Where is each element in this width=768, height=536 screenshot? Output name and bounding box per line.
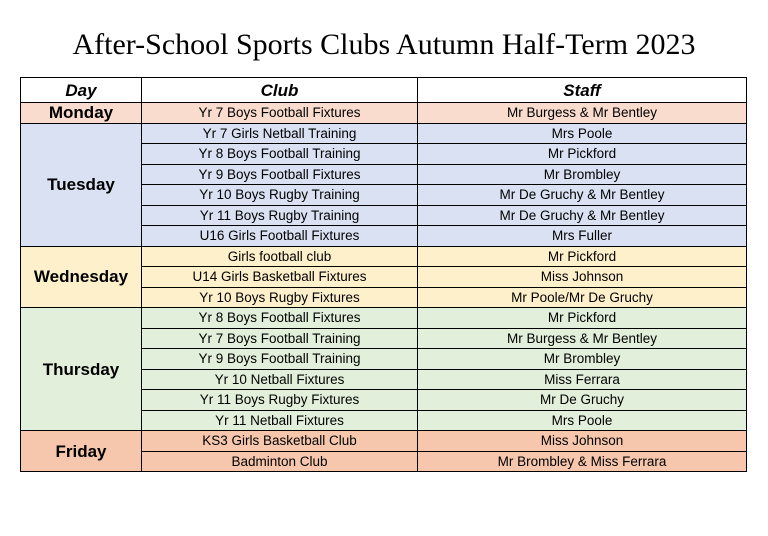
club-cell: Yr 7 Girls Netball Training <box>142 123 418 144</box>
club-cell: Yr 9 Boys Football Fixtures <box>142 164 418 185</box>
staff-cell: Mrs Fuller <box>418 226 747 247</box>
staff-cell: Miss Johnson <box>418 267 747 288</box>
club-cell: Yr 10 Boys Rugby Fixtures <box>142 287 418 308</box>
day-cell: Wednesday <box>21 246 142 308</box>
header-staff: Staff <box>418 78 747 103</box>
club-cell: KS3 Girls Basketball Club <box>142 431 418 452</box>
club-cell: Yr 11 Boys Rugby Training <box>142 205 418 226</box>
day-cell: Friday <box>21 431 142 472</box>
club-cell: Yr 7 Boys Football Fixtures <box>142 103 418 124</box>
table-row <box>21 123 747 144</box>
staff-cell: Mrs Poole <box>418 410 747 431</box>
club-cell: Yr 10 Netball Fixtures <box>142 369 418 390</box>
schedule-table <box>20 77 747 472</box>
club-cell: Yr 11 Netball Fixtures <box>142 410 418 431</box>
staff-cell: Mr Poole/Mr De Gruchy <box>418 287 747 308</box>
header-row <box>21 78 747 103</box>
club-cell: Yr 8 Boys Football Training <box>142 144 418 165</box>
staff-cell: Mr Pickford <box>418 246 747 267</box>
staff-cell: Mr Brombley <box>418 349 747 370</box>
header-day: Day <box>21 78 142 103</box>
club-cell: Yr 7 Boys Football Training <box>142 328 418 349</box>
club-cell: Yr 8 Boys Football Fixtures <box>142 308 418 329</box>
staff-cell: Mr Burgess & Mr Bentley <box>418 103 747 124</box>
staff-cell: Mr Burgess & Mr Bentley <box>418 328 747 349</box>
staff-cell: Mr De Gruchy & Mr Bentley <box>418 205 747 226</box>
table-row <box>21 246 747 267</box>
table-row <box>21 103 747 124</box>
table-row <box>21 308 747 329</box>
club-cell: Badminton Club <box>142 451 418 472</box>
club-cell: Yr 10 Boys Rugby Training <box>142 185 418 206</box>
staff-cell: Mr Brombley & Miss Ferrara <box>418 451 747 472</box>
staff-cell: Mr Brombley <box>418 164 747 185</box>
club-cell: Girls football club <box>142 246 418 267</box>
club-cell: Yr 11 Boys Rugby Fixtures <box>142 390 418 411</box>
header-club: Club <box>142 78 418 103</box>
staff-cell: Mrs Poole <box>418 123 747 144</box>
day-cell: Tuesday <box>21 123 142 246</box>
staff-cell: Miss Ferrara <box>418 369 747 390</box>
staff-cell: Mr De Gruchy <box>418 390 747 411</box>
schedule-body <box>21 103 747 472</box>
page-title: After-School Sports Clubs Autumn Half-Term 2023 <box>72 28 696 61</box>
day-cell: Monday <box>21 103 142 124</box>
day-cell: Thursday <box>21 308 142 431</box>
staff-cell: Mr Pickford <box>418 144 747 165</box>
staff-cell: Mr Pickford <box>418 308 747 329</box>
staff-cell: Miss Johnson <box>418 431 747 452</box>
club-cell: Yr 9 Boys Football Training <box>142 349 418 370</box>
table-row <box>21 431 747 452</box>
club-cell: U14 Girls Basketball Fixtures <box>142 267 418 288</box>
staff-cell: Mr De Gruchy & Mr Bentley <box>418 185 747 206</box>
club-cell: U16 Girls Football Fixtures <box>142 226 418 247</box>
